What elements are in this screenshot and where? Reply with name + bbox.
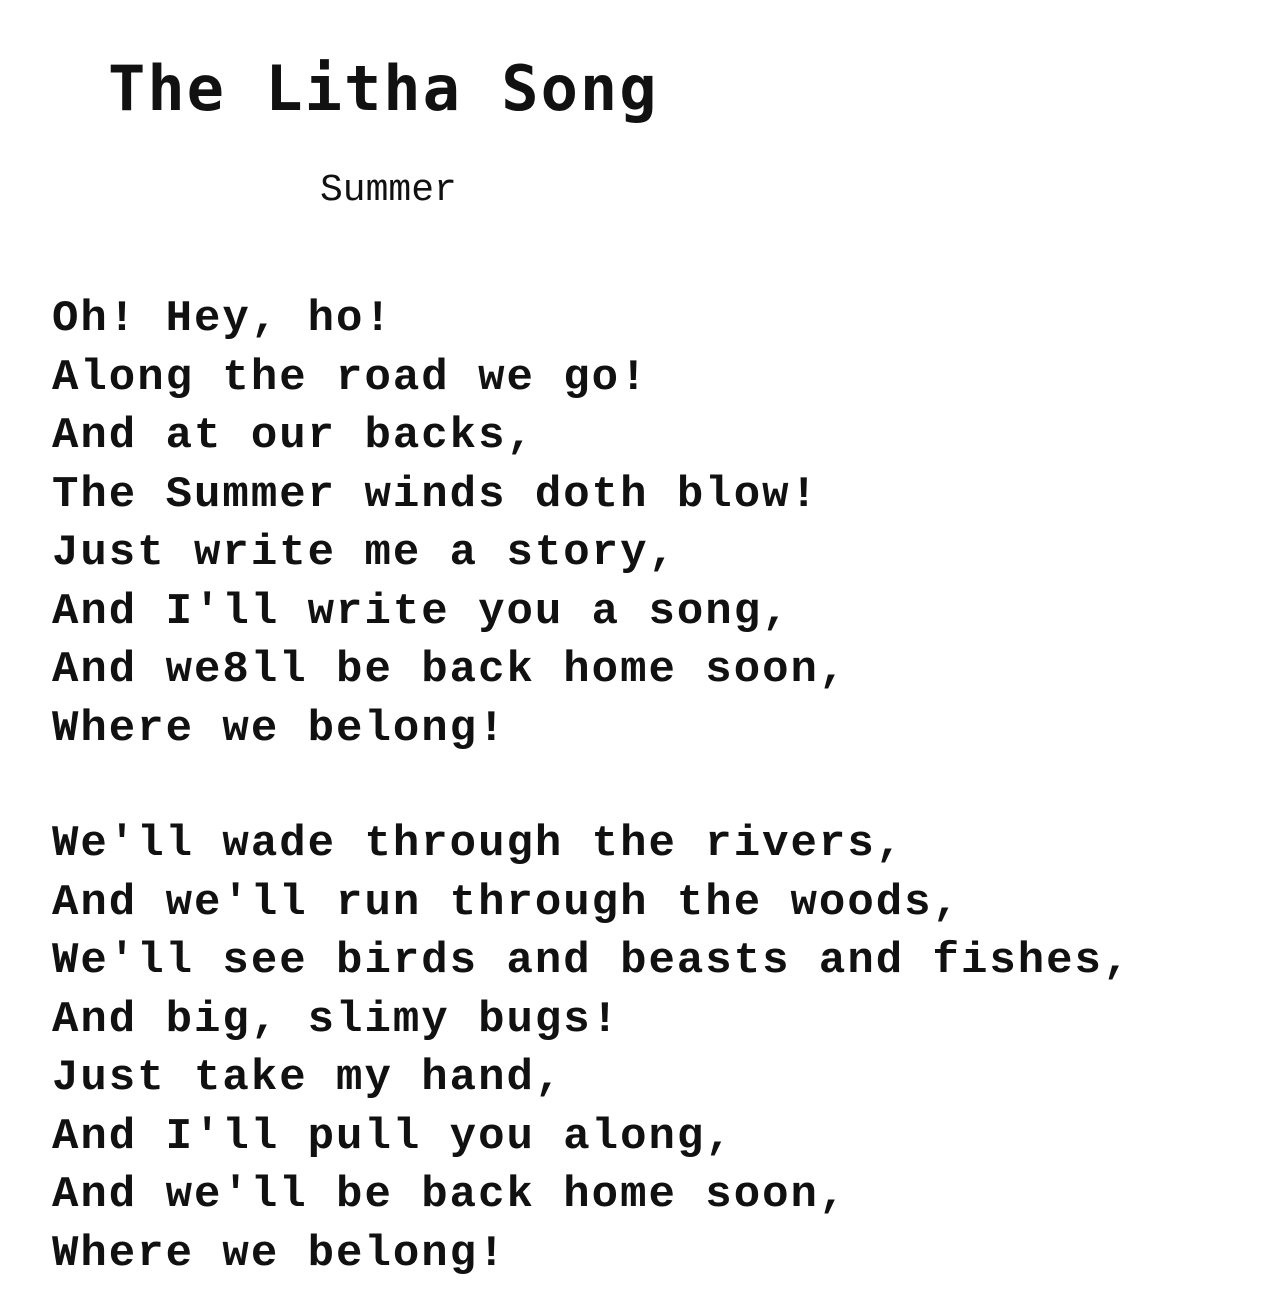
lyric-line: And at our backs, — [52, 411, 535, 461]
lyric-line: Along the road we go! — [52, 352, 649, 403]
lyric-line: We'll wade through the rivers, — [52, 819, 905, 869]
lyric-line: Where we belong! — [52, 1228, 507, 1279]
lyric-line: And we'll run through the woods, — [52, 877, 961, 928]
lyric-line: And we8ll be back home soon, — [52, 645, 848, 695]
lyric-line: Where we belong! — [52, 703, 507, 754]
lyric-line: And big, slimy bugs! — [52, 994, 621, 1045]
song-subtitle: Summer — [320, 169, 457, 212]
lyric-line: The Summer winds doth blow! — [52, 469, 819, 520]
stanza-2 — [52, 815, 1252, 1283]
lyric-line: And we'll be back home soon, — [52, 1170, 848, 1220]
stanza-1 — [52, 290, 1252, 758]
lyric-line: And I'll write you a song, — [52, 586, 791, 637]
lyric-line: We'll see birds and beasts and fishes, — [52, 936, 1132, 986]
lyric-line: And I'll pull you along, — [52, 1111, 734, 1162]
song-title: The Litha Song — [108, 52, 659, 125]
lyric-line: Oh! Hey, ho! — [52, 294, 393, 344]
lyric-line: Just write me a story, — [52, 528, 677, 578]
lyric-line: Just take my hand, — [52, 1053, 564, 1103]
